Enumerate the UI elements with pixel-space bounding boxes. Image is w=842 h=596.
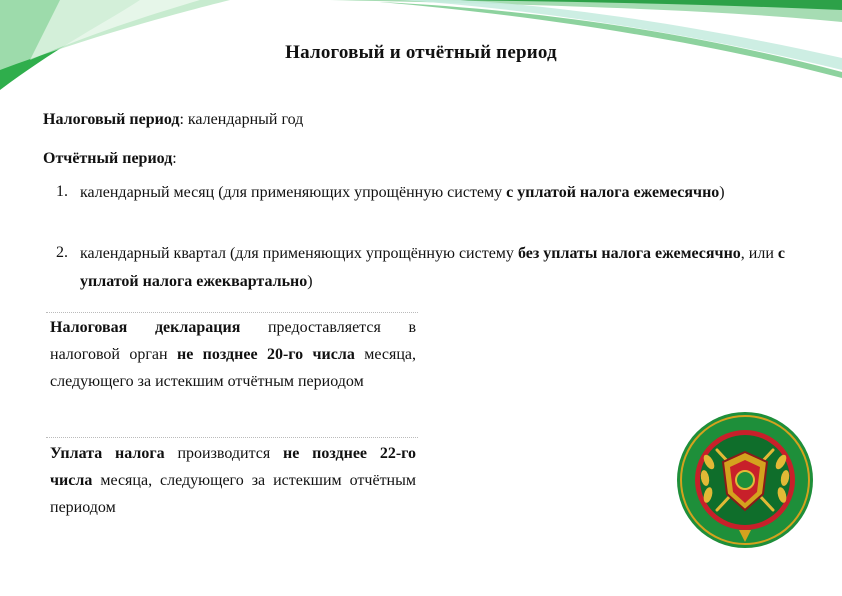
report-period-colon: : [172,150,177,167]
report-period-line [43,149,177,169]
declaration-bold: Налоговая декларация [50,319,241,336]
tax-authority-emblem [675,410,815,550]
divider [46,437,418,438]
divider [46,312,418,313]
list-item-bold: с уплатой налога ежеквартально [80,245,785,290]
tax-period-value: : календарный год [179,111,304,128]
payment-text: месяца, следующего за истекшим отчётным периодом [50,472,416,516]
list-item-number: 2. [56,244,68,261]
list-item [80,240,795,296]
list-item-text: ) [307,273,313,290]
list-item-number: 1. [56,183,68,200]
slide-title: Налоговый и отчётный период [285,42,557,63]
tax-period-line [43,110,303,130]
report-period-label: Отчётный период [43,150,173,167]
payment-bold: Уплата налога [50,445,165,462]
list-item-text: календарный месяц (для применяющих упрощённую систему [80,184,507,201]
declaration-bold: не позднее 20-го числа [176,346,355,363]
payment-paragraph [50,440,416,521]
payment-bold: не позднее 22-го числа [50,445,417,489]
declaration-paragraph [50,314,416,395]
list-item-text: , или [740,245,778,262]
tax-period-label: Налоговый период [43,111,180,128]
declaration-text: месяца, следующего за истекшим отчётным периодом [50,346,416,390]
list-item [80,179,780,207]
list-item-text: ) [719,184,725,201]
declaration-text: предоставляется в налоговой орган [50,319,417,363]
payment-text: производится [164,445,284,462]
list-item-bold: без уплаты налога ежемесячно [517,245,741,262]
emblem-center-medallion [736,471,754,489]
list-item-bold: с уплатой налога ежемесячно [506,184,720,201]
list-item-text: календарный квартал (для применяющих упрощённую систему [80,245,518,262]
